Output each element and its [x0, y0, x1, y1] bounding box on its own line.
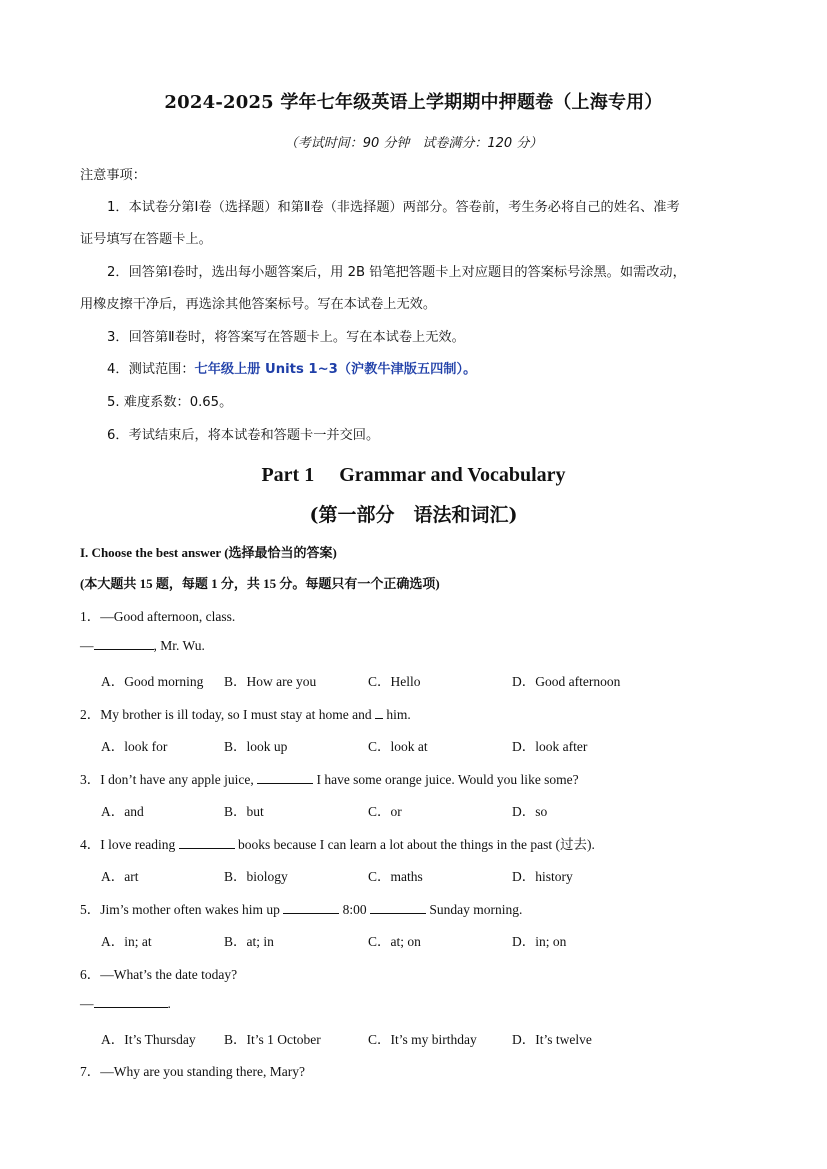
question-3 [80, 768, 579, 788]
dash: — [80, 638, 94, 653]
option-d[interactable]: D．history [512, 869, 573, 884]
question-number: 2． [80, 707, 101, 722]
dash: — [80, 996, 94, 1011]
note-item-3: 3．回答第Ⅱ卷时，将答案写在答题卡上。写在本试卷上无效。 [107, 330, 465, 345]
question-stem: —What’s the date today? [100, 967, 238, 982]
option-a[interactable]: A．Good morning [101, 674, 204, 689]
question-stem: Jim’s mother often wakes him up [100, 902, 280, 917]
question-stem-end: Sunday morning. [429, 902, 523, 917]
option-b[interactable]: B．It’s 1 October [224, 1032, 321, 1047]
question-5 [80, 898, 522, 918]
note-item-2b: 用橡皮擦干净后，再选涂其他答案标号。写在本试卷上无效。 [80, 297, 437, 312]
question-stem: —Good afternoon, class. [100, 609, 236, 624]
question-7 [80, 1060, 305, 1080]
note-item-6: 6．考试结束后，将本试卷和答题卡一并交回。 [107, 428, 380, 443]
part-title-cn: (第一部分 语法和词汇) [309, 504, 518, 526]
option-d[interactable]: D．look after [512, 739, 588, 754]
question-number: 1． [80, 609, 101, 624]
option-b[interactable]: B．look up [224, 739, 288, 754]
option-b[interactable]: B．at; in [224, 934, 274, 949]
question-4 [80, 833, 595, 853]
question-stem: I love reading [100, 837, 176, 852]
question-stem: I don’t have any apple juice, [100, 772, 254, 787]
note-item-2a: 2．回答第Ⅰ卷时，选出每小题答案后，用 2B 铅笔把答题卡上对应题目的答案标号涂黑。如需改动， [107, 265, 686, 280]
option-a[interactable]: A．and [101, 804, 144, 819]
answer-blank [94, 648, 154, 650]
answer-blank [370, 912, 426, 914]
option-c[interactable]: C．Hello [368, 674, 421, 689]
part-title-en: Part 1 Grammar and Vocabulary [261, 464, 566, 486]
section-instruction: (本大题共 15 题，每题 1 分，共 15 分。每题只有一个正确选项) [80, 576, 440, 591]
option-c[interactable]: C．or [368, 804, 402, 819]
question-2 [80, 703, 411, 723]
reply-text: , Mr. Wu. [153, 638, 205, 653]
answer-blank [179, 847, 235, 849]
question-1-reply [80, 638, 205, 654]
answer-blank [283, 912, 339, 914]
section-heading: I. Choose the best answer (选择最恰当的答案) [80, 545, 337, 560]
option-c[interactable]: C．maths [368, 869, 423, 884]
question-number: 3． [80, 772, 101, 787]
note-item-4 [107, 358, 476, 377]
option-d[interactable]: D．It’s twelve [512, 1032, 592, 1047]
question-6-reply [80, 996, 171, 1012]
question-stem-end: I have some orange juice. Would you like some? [316, 772, 579, 787]
option-a[interactable]: A．look for [101, 739, 168, 754]
page-title: 2024-2025 学年七年级英语上学期期中押题卷（上海专用） [164, 92, 663, 113]
note-item-1a: 1．本试卷分第Ⅰ卷（选择题）和第Ⅱ卷（非选择题）两部分。答卷前，考生务必将自己的姓名、准考 [107, 200, 680, 215]
answer-blank [257, 782, 313, 784]
option-a[interactable]: A．art [101, 869, 139, 884]
question-number: 6． [80, 967, 101, 982]
answer-blank [94, 1006, 168, 1008]
exam-info: （考试时间：90 分钟 试卷满分：120 分） [284, 136, 543, 151]
option-d[interactable]: D．in; on [512, 934, 567, 949]
question-stem-end: him. [386, 707, 411, 722]
option-b[interactable]: B．How are you [224, 674, 317, 689]
note-item-1b: 证号填写在答题卡上。 [80, 232, 212, 247]
question-stem-end: books because I can learn a lot about the things in the past (过去). [237, 837, 595, 852]
notes-heading: 注意事项： [80, 168, 146, 183]
question-6 [80, 963, 237, 983]
option-d[interactable]: D．so [512, 804, 548, 819]
question-number: 5． [80, 902, 101, 917]
option-a[interactable]: A．It’s Thursday [101, 1032, 196, 1047]
answer-blank [375, 717, 383, 719]
reply-text: . [167, 996, 171, 1011]
question-number: 7． [80, 1064, 101, 1079]
option-c[interactable]: C．It’s my birthday [368, 1032, 477, 1047]
option-a[interactable]: A．in; at [101, 934, 152, 949]
option-c[interactable]: C．at; on [368, 934, 421, 949]
question-stem: My brother is ill today, so I must stay at home and [100, 707, 372, 722]
option-d[interactable]: D．Good afternoon [512, 674, 621, 689]
question-number: 4． [80, 837, 101, 852]
note-item-4-prefix: 4．测试范围： [107, 362, 195, 377]
question-stem: —Why are you standing there, Mary? [100, 1064, 305, 1079]
test-scope: 七年级上册 Units 1~3（沪教牛津版五四制）。 [194, 362, 477, 377]
option-b[interactable]: B．biology [224, 869, 288, 884]
question-1 [80, 605, 235, 625]
option-b[interactable]: B．but [224, 804, 264, 819]
note-item-5: 5. 难度系数：0.65。 [107, 395, 233, 410]
question-stem-mid: 8:00 [342, 902, 367, 917]
option-c[interactable]: C．look at [368, 739, 428, 754]
